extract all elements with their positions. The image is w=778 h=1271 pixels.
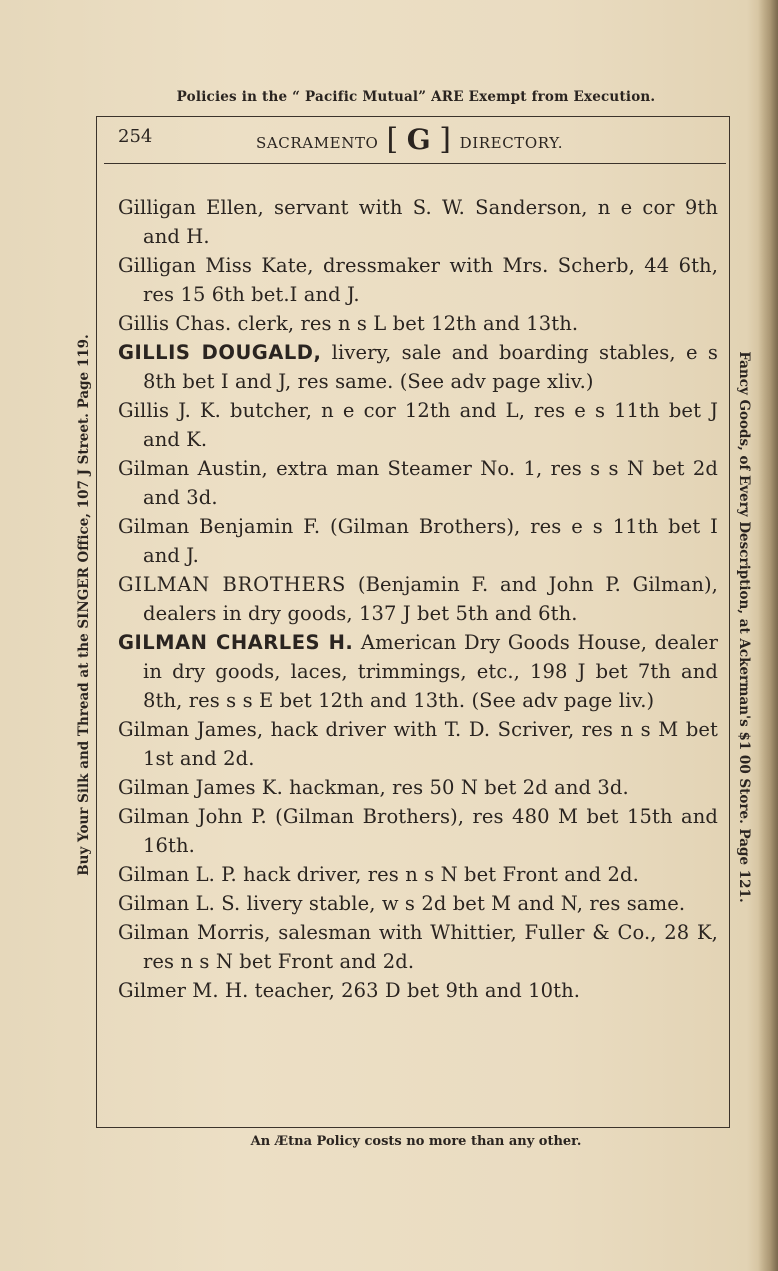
entry-details: hack driver with T. D. Scriver, res n s M bet 1st and 2d. — [143, 718, 718, 770]
entry-name: Gilman L. P. — [118, 863, 237, 886]
entry-name: GILMAN CHARLES H. — [118, 631, 354, 654]
directory-entry — [118, 512, 718, 570]
header-section-letter: G — [406, 123, 432, 156]
directory-entry — [118, 338, 718, 396]
entry-details: salesman with Whittier, Fuller & Co., 28 K, res n s N bet Front and 2d. — [143, 921, 718, 973]
left-margin-ad: Buy Your Silk and Thread at the SINGER Office, 107 J Street. Page 119. — [76, 334, 92, 876]
page-number: 254 — [118, 126, 153, 147]
directory-entry — [118, 976, 718, 1005]
entry-details: butcher, n e cor 12th and L, res e s 11th bet J and K. — [143, 399, 718, 451]
book-spine-shadow — [758, 0, 778, 1271]
entry-details: livery, sale and boarding stables, e s 8th bet I and J, res same. (See adv page xliv.) — [143, 341, 718, 393]
entry-name: Gilman John P. — [118, 805, 267, 828]
header-rule — [104, 163, 726, 164]
entry-name: Gilmer M. H. — [118, 979, 249, 1002]
entry-name: Gilman James K. — [118, 776, 283, 799]
header-bracket-open: [ — [386, 122, 399, 157]
header-bracket-close: ] — [439, 122, 452, 157]
entry-details: American Dry Goods House, dealer in dry goods, laces, trimmings, etc., 198 J bet 7th and 8th, res s s E bet 12th and 13th. (See adv page liv.) — [143, 631, 718, 712]
entry-name: GILLIS DOUGALD, — [118, 341, 322, 364]
right-margin-ad: Fancy Goods, of Every Description, at Ackerman's $1 00 Store. Page 121. — [736, 351, 752, 903]
directory-entry — [118, 570, 718, 628]
running-header — [104, 122, 726, 162]
running-head-title — [256, 122, 563, 158]
entry-details: (Gilman Brothers), res 480 M bet 15th and 16th. — [143, 805, 718, 857]
bottom-banner-ad: An Ætna Policy costs no more than any other. — [250, 1134, 582, 1149]
directory-entry — [118, 918, 718, 976]
entry-details: hack driver, res n s N bet Front and 2d. — [236, 863, 639, 886]
directory-entry — [118, 454, 718, 512]
entry-name: Gillis Chas. — [118, 312, 232, 335]
directory-entry — [118, 715, 718, 773]
entry-details: hackman, res 50 N bet 2d and 3d. — [282, 776, 629, 799]
header-city: SACRAMENTO — [256, 134, 379, 152]
entry-details: livery stable, w s 2d bet M and N, res same. — [240, 892, 686, 915]
entry-name: Gilman Austin, — [118, 457, 268, 480]
directory-entry — [118, 251, 718, 309]
header-directory: DIRECTORY. — [459, 134, 564, 152]
entry-details: servant with S. W. Sanderson, n e cor 9th and H. — [143, 196, 718, 248]
entry-details: extra man Steamer No. 1, res s s N bet 2d and 3d. — [143, 457, 718, 509]
entry-details: (Gilman Brothers), res e s 11th bet I and J. — [143, 515, 718, 567]
entry-name: Gilligan Miss Kate, — [118, 254, 314, 277]
entry-name: Gilman James, — [118, 718, 264, 741]
directory-entry — [118, 773, 718, 802]
directory-entry — [118, 193, 718, 251]
directory-entry — [118, 309, 718, 338]
directory-entry — [118, 628, 718, 715]
entry-details: clerk, res n s L bet 12th and 13th. — [231, 312, 579, 335]
entry-details: dressmaker with Mrs. Scherb, 44 6th, res 15 6th bet.I and J. — [143, 254, 718, 306]
entry-details: (Benjamin F. and John P. Gilman), dealers in dry goods, 137 J bet 5th and 6th. — [143, 573, 718, 625]
directory-entry — [118, 396, 718, 454]
directory-entry — [118, 889, 718, 918]
entry-details: teacher, 263 D bet 9th and 10th. — [248, 979, 581, 1002]
entry-name: Gilman Benjamin F. — [118, 515, 321, 538]
directory-entry — [118, 860, 718, 889]
entry-name: GILMAN BROTHERS — [118, 573, 347, 596]
entry-name: Gilligan Ellen, — [118, 196, 264, 219]
directory-entries — [118, 193, 718, 1005]
top-banner-ad: Policies in the “ Pacific Mutual” ARE Exempt from Execution. — [176, 89, 656, 105]
entry-name: Gilman Morris, — [118, 921, 271, 944]
directory-entry — [118, 802, 718, 860]
entry-name: Gilman L. S. — [118, 892, 241, 915]
entry-name: Gillis J. K. — [118, 399, 221, 422]
